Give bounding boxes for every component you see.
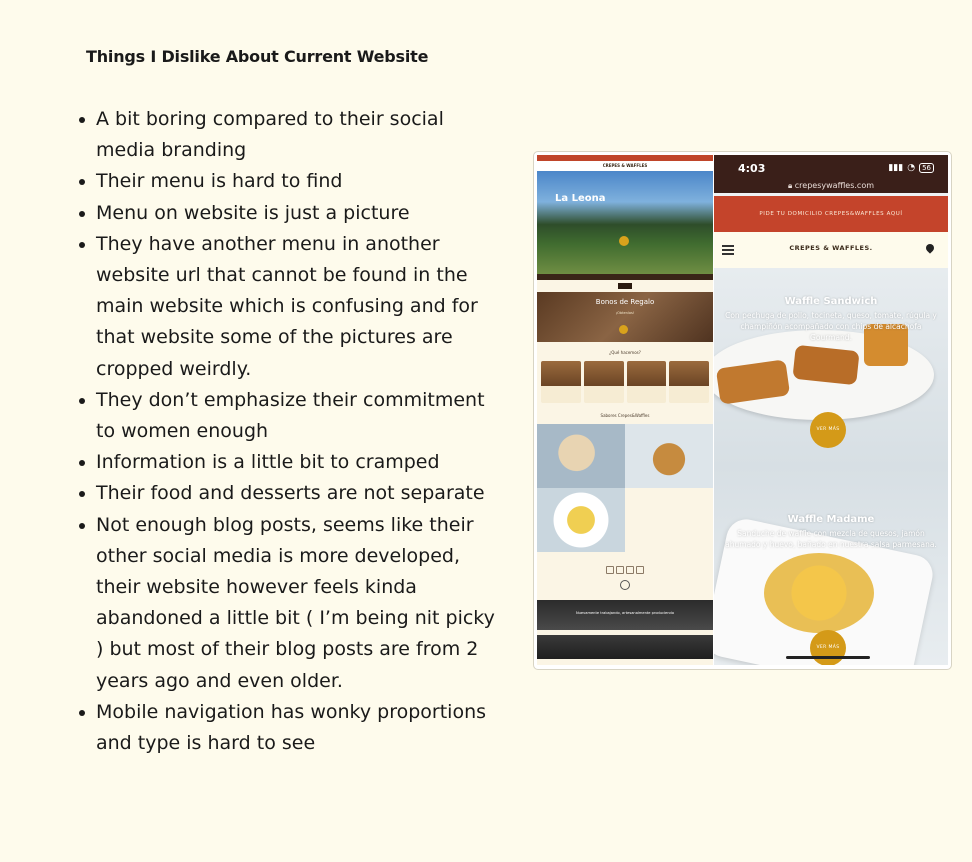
- desktop-hero-title: La Leona: [555, 193, 606, 204]
- food-photo: [625, 488, 713, 552]
- status-icons: [888, 163, 934, 173]
- list-item: Their menu is hard to find: [96, 166, 496, 197]
- social-icon: [626, 566, 634, 574]
- desktop-bottom-photo: [537, 635, 713, 659]
- list-item: They have another menu in another website url that cannot be found in the main website which is confusing and for that website some of the pictures are cropped weirdly.: [96, 229, 496, 385]
- wifi-icon: ◔: [907, 163, 916, 173]
- lock-icon: 🔒︎: [787, 181, 793, 190]
- desktop-card: [627, 361, 667, 403]
- mobile-status-bar: [714, 155, 948, 181]
- desktop-card: [541, 361, 581, 403]
- desktop-screenshot: [537, 155, 713, 665]
- ver-mas-button[interactable]: VER MÁS: [810, 412, 846, 448]
- desktop-food-grid: [537, 424, 713, 552]
- list-item: A bit boring compared to their social media branding: [96, 104, 496, 166]
- desktop-dark-text: Nuevamente trabajando, artesanalmente produciendo: [575, 611, 675, 615]
- desktop-social-icons: [537, 566, 713, 574]
- social-icon: [616, 566, 624, 574]
- item-description: Con pechuga de pollo, tocineta, queso, tomate, rúgula y champiñón acompañado con chips de alcachofa Gourmand.: [725, 311, 937, 342]
- battery-icon: 56: [919, 163, 934, 173]
- social-icon: [606, 566, 614, 574]
- website-screenshot: [533, 151, 952, 670]
- url-text: crepesywaffles.com: [794, 181, 875, 190]
- item-title: Waffle Madame: [787, 514, 875, 525]
- mobile-promo-banner[interactable]: PIDE TU DOMICILIO CREPES&WAFFLES AQUÍ: [714, 196, 948, 232]
- desktop-seal-icon: [620, 580, 630, 590]
- desktop-banner-title: Bonos de Regalo: [595, 298, 655, 306]
- mobile-menu-feed: [714, 268, 948, 665]
- desktop-badge: [618, 283, 632, 289]
- mobile-screenshot: [714, 155, 948, 665]
- list-item: Mobile navigation has wonky proportions and type is hard to see: [96, 697, 496, 759]
- desktop-banner-button: [619, 325, 628, 334]
- waffle-photo: [792, 345, 859, 386]
- mobile-nav: [714, 232, 948, 268]
- desktop-card: [584, 361, 624, 403]
- list-item: Their food and desserts are not separate: [96, 478, 496, 509]
- item-title: Waffle Sandwich: [784, 296, 878, 307]
- egg-photo: [764, 553, 874, 633]
- home-indicator: [786, 656, 870, 659]
- desktop-hero-button: [619, 236, 629, 246]
- desktop-hero: [537, 171, 713, 274]
- mobile-url-bar[interactable]: [714, 181, 948, 193]
- list-item: Not enough blog posts, seems like their other social media is more developed, their website however feels kinda abandoned a little bit ( I’m being nit picky ) but most of their blog posts are from 2 years ago and even older.: [96, 510, 496, 697]
- social-icon: [636, 566, 644, 574]
- desktop-logo: CREPES & WAFFLES: [537, 161, 713, 171]
- status-time: 4:03: [738, 162, 766, 175]
- mobile-brand-logo[interactable]: CREPES & WAFFLES.: [789, 244, 873, 252]
- desktop-strip: [537, 274, 713, 280]
- food-photo: [537, 488, 625, 552]
- signal-icon: ▮▮▮: [888, 163, 904, 173]
- ver-mas-button[interactable]: VER MÁS: [810, 630, 846, 665]
- desktop-dark-banner: [537, 600, 713, 630]
- list-item: Menu on website is just a picture: [96, 198, 496, 229]
- list-item: They don’t emphasize their commitment to women enough: [96, 385, 496, 447]
- desktop-card: [669, 361, 709, 403]
- desktop-banner-sub: ¡Obtenlos!: [615, 311, 635, 315]
- desktop-gift-banner: [537, 292, 713, 342]
- food-photo: [625, 424, 713, 488]
- list-item: Information is a little bit to cramped: [96, 447, 496, 478]
- food-photo: [537, 424, 625, 488]
- item-description: Sanduche de waffle con mezcla de quesos, jamón ahumado y huevo, bañado en nuestra salsa parmesana.: [725, 529, 937, 549]
- desktop-section-title: ¿Qué hacemos?: [609, 350, 641, 355]
- desktop-card-row: [537, 361, 713, 403]
- page-heading: Things I Dislike About Current Website: [86, 47, 429, 66]
- dislike-list: [96, 104, 496, 759]
- desktop-section-title: Sabores Crepes&Waffles: [600, 413, 650, 418]
